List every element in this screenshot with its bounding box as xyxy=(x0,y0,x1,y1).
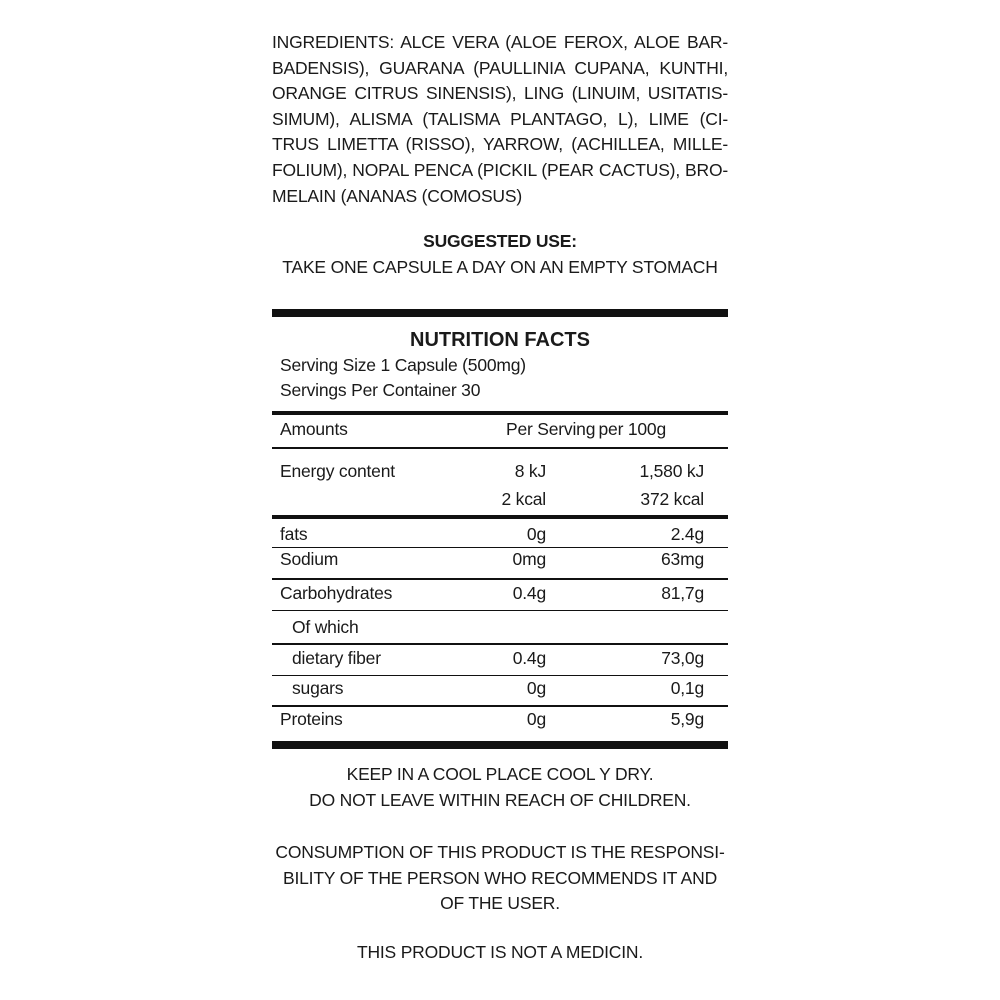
top-thick-rule xyxy=(272,309,728,317)
nutrient-per-100g: 63mg xyxy=(661,549,704,569)
ingredients-block xyxy=(272,30,728,209)
suggested-use-text: TAKE ONE CAPSULE A DAY ON AN EMPTY STOMACH xyxy=(282,256,718,277)
nutrient-per-serving: 0g xyxy=(526,708,546,729)
disclaimer-line: OF THE USER. xyxy=(440,893,560,914)
nutrient-label: Sodium xyxy=(280,549,339,569)
nutrient-per-serving: 0.4g xyxy=(512,582,546,603)
storage-line: DO NOT LEAVE WITHIN REACH OF CHILDREN. xyxy=(309,789,691,810)
nutrient-per-serving: 0g xyxy=(526,678,546,698)
energy-per-serving-kj: 8 kJ xyxy=(514,460,546,481)
amounts-header: Amounts xyxy=(280,419,348,439)
suggested-use-block xyxy=(272,229,728,280)
table-row xyxy=(272,548,728,578)
suggested-use-heading: SUGGESTED USE: xyxy=(423,231,577,251)
ingredients-line: FOLIUM), NOPAL PENCA (PICKIL (PEAR CACTUS), BRO- xyxy=(272,159,728,180)
disclaimer-line: BILITY OF THE PERSON WHO RECOMMENDS IT AND xyxy=(282,867,718,888)
not-medicine-notice: THIS PRODUCT IS NOT A MEDICIN. xyxy=(356,942,644,962)
ingredients-line: MELAIN (ANANAS (COMOSUS) xyxy=(272,185,522,206)
ingredients-line: TRUS LIMETTA (RISSO), YARROW, (ACHILLEA, MILLE- xyxy=(272,134,728,155)
nutrient-label: Carbohydrates xyxy=(280,582,393,603)
nutrient-per-serving: 0g xyxy=(526,523,546,544)
nutrient-per-100g: 73,0g xyxy=(661,647,704,668)
energy-per-100g-kcal: 372 kcal xyxy=(640,488,704,509)
energy-per-serving xyxy=(482,457,546,513)
nutrition-facts-panel xyxy=(272,309,728,749)
nutrient-per-serving: 0mg xyxy=(512,549,546,569)
disclaimer-line: CONSUMPTION OF THIS PRODUCT IS THE RESPONSI- xyxy=(275,842,725,862)
energy-label: Energy content xyxy=(280,460,395,481)
serving-size: Serving Size 1 Capsule (500mg) xyxy=(280,355,526,375)
nutrient-label: sugars xyxy=(292,678,344,698)
ingredients-line: BADENSIS), GUARANA (PAULLINIA CUPANA, KUNTHI, xyxy=(272,57,728,78)
table-row xyxy=(272,519,728,547)
nutrient-per-serving: 0.4g xyxy=(512,647,546,668)
nutrient-label: fats xyxy=(280,523,308,544)
table-row xyxy=(272,676,728,705)
per-100g-header: per 100g xyxy=(598,419,666,439)
per-serving-header: Per Serving xyxy=(506,419,596,439)
table-row xyxy=(272,580,728,610)
energy-row xyxy=(272,449,728,511)
storage-line: KEEP IN A COOL PLACE COOL Y DRY. xyxy=(346,764,654,784)
table-row xyxy=(272,645,728,675)
nutrition-facts-title: NUTRITION FACTS xyxy=(410,329,590,351)
energy-per-100g-kj: 1,580 kJ xyxy=(639,460,704,481)
nutrient-per-100g: 81,7g xyxy=(661,582,704,603)
responsibility-disclaimer xyxy=(272,840,728,917)
energy-per-100g xyxy=(546,457,704,513)
table-row xyxy=(272,611,728,643)
ingredients-line: INGREDIENTS: ALCE VERA (ALOE FEROX, ALOE BAR- xyxy=(272,32,728,52)
nutrient-label: Of which xyxy=(292,617,359,637)
energy-per-serving-kcal: 2 kcal xyxy=(501,488,546,509)
nutrient-label: Proteins xyxy=(280,708,343,729)
nutrient-per-100g: 5,9g xyxy=(670,708,704,729)
nutrient-per-100g: 0,1g xyxy=(670,678,704,698)
nutrient-per-100g: 2.4g xyxy=(670,523,704,544)
ingredients-line: ORANGE CITRUS SINENSIS), LING (LINUIM, USITATIS- xyxy=(272,83,728,104)
table-row xyxy=(272,707,728,741)
ingredients-line: SIMUM), ALISMA (TALISMA PLANTAGO, L), LIME (CI- xyxy=(272,108,728,129)
servings-per-container: Servings Per Container 30 xyxy=(280,380,481,400)
table-header-row xyxy=(272,415,728,447)
bottom-thick-rule xyxy=(272,741,728,749)
storage-notice xyxy=(272,762,728,813)
header-right-group xyxy=(506,419,688,440)
nutrient-label: dietary fiber xyxy=(292,647,381,668)
